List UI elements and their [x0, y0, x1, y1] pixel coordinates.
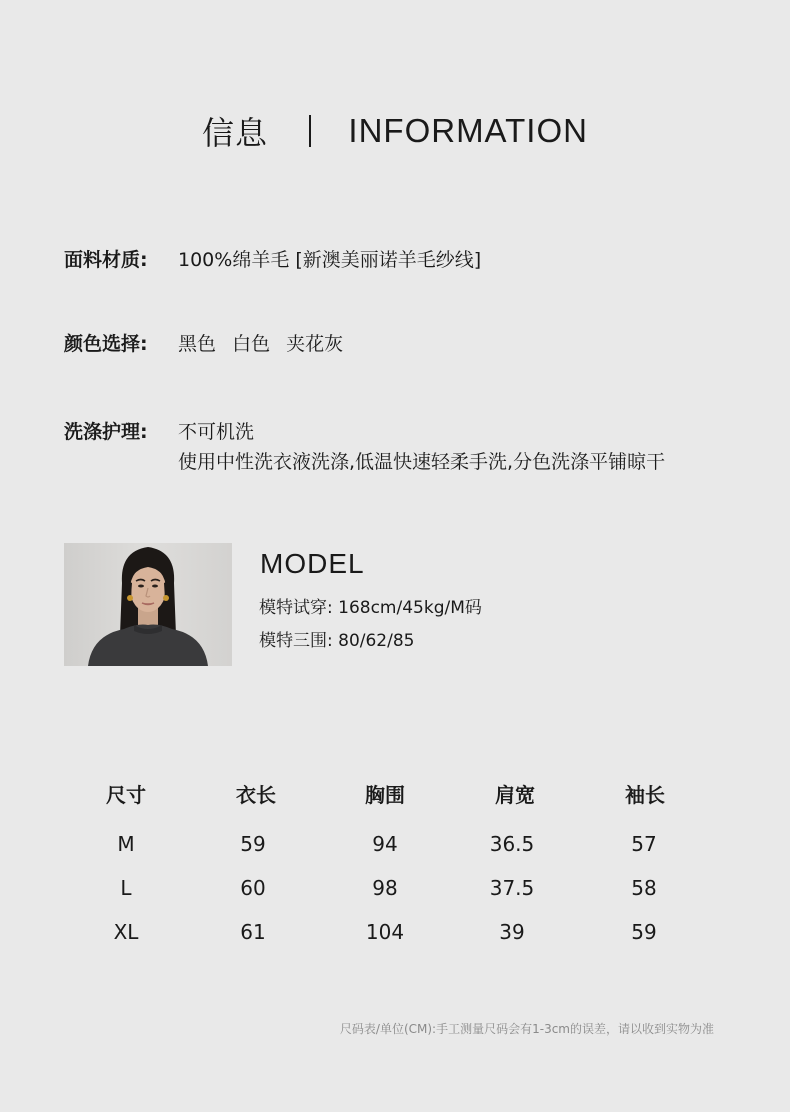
wash-line-2: 使用中性洗衣液洗涤,低温快速轻柔手洗,分色洗涤平铺晾干 — [178, 451, 666, 473]
color-option-white: 白色 — [232, 333, 271, 355]
size-header-shoulder: 肩宽 — [495, 783, 535, 807]
material-value: 100%绵羊毛 [新澳美丽诺羊毛纱线] — [178, 249, 482, 271]
size-footnote: 尺码表/单位(CM):手工测量尺码会有1-3cm的误差，请以收到实物为准 — [339, 1022, 714, 1036]
model-portrait-image — [64, 543, 232, 666]
table-cell: 36.5 — [489, 832, 535, 856]
table-cell: 60 — [240, 876, 266, 900]
size-header-length: 衣长 — [236, 783, 276, 807]
table-cell: 61 — [240, 920, 266, 944]
model-wear-info: 模特试穿: 168cm/45kg/M码 — [259, 598, 482, 618]
header-divider — [309, 115, 311, 147]
color-label: 颜色选择: — [64, 333, 148, 355]
material-row — [64, 245, 481, 275]
wash-label: 洗涤护理: — [64, 421, 148, 443]
table-cell: M — [117, 832, 135, 856]
wash-values — [178, 417, 665, 477]
color-option-black: 黑色 — [178, 333, 217, 355]
material-label: 面料材质: — [64, 249, 148, 271]
table-cell: 59 — [631, 920, 657, 944]
table-cell: 37.5 — [489, 876, 535, 900]
size-header-chest: 胸围 — [365, 783, 405, 807]
table-cell: 59 — [240, 832, 266, 856]
size-header-size: 尺寸 — [106, 783, 146, 807]
model-measurements: 模特三围: 80/62/85 — [259, 631, 415, 651]
color-options — [178, 329, 343, 359]
table-cell: 58 — [631, 876, 657, 900]
section-header — [0, 108, 790, 154]
header-title-en: INFORMATION — [348, 112, 588, 149]
table-cell: 94 — [372, 832, 398, 856]
model-photo — [64, 543, 232, 666]
table-cell: 39 — [499, 920, 525, 944]
table-cell: XL — [113, 920, 139, 944]
wash-line-1: 不可机洗 — [178, 421, 255, 443]
color-option-heather-grey: 夹花灰 — [286, 333, 344, 355]
table-cell: 104 — [365, 920, 405, 944]
table-cell: 57 — [631, 832, 657, 856]
header-title-cn: 信息 — [202, 114, 269, 152]
table-cell: L — [120, 876, 132, 900]
wash-row — [64, 417, 665, 477]
color-row — [64, 329, 343, 359]
size-header-sleeve: 袖长 — [625, 783, 665, 807]
table-cell: 98 — [372, 876, 398, 900]
model-title: MODEL — [260, 548, 365, 579]
